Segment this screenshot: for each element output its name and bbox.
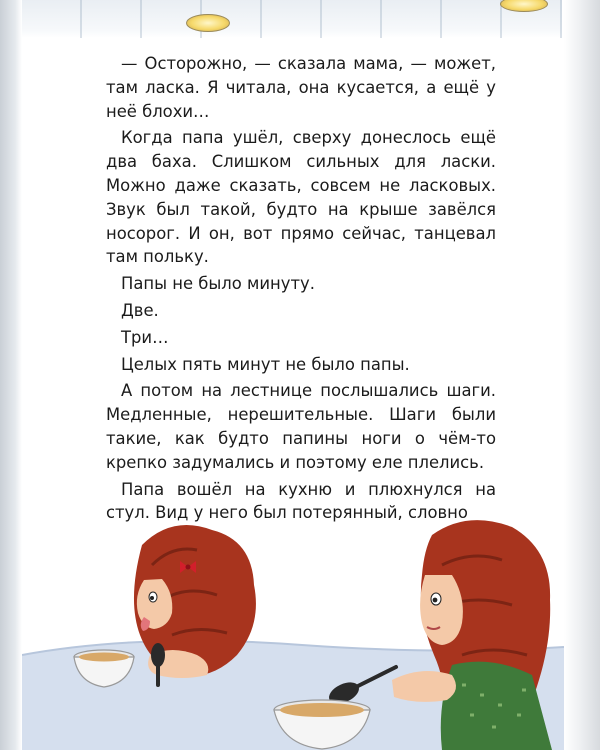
story-paragraph: Когда папа ушёл, сверху донеслось ещё два баха. Слишком сильных для ласки. Можно даже сказать, совсем не ласковых. Звук был такой, будто на крыше завёлся носорог. И он, вот прямо сейчас, танцевал там польку. — [106, 128, 496, 267]
kitchen-illustration — [22, 505, 564, 750]
story-paragraph: Папы не было минуту. — [121, 274, 315, 294]
ceiling-lamp-icon — [186, 14, 230, 32]
page-left-edge — [0, 0, 22, 750]
story-paragraph: Две. — [121, 300, 159, 320]
story-paragraph: А потом на лестнице послышались шаги. Медленные, нерешительные. Шаги были такие, как будто папины ноги о чём-то крепко задумались и поэтому еле плелись. — [106, 381, 496, 472]
page-right-edge — [564, 0, 600, 750]
story-paragraph: — Осторожно, — сказала мама, — может, там ласка. Я читала, она кусается, а ещё у неё блохи… — [106, 54, 496, 121]
story-paragraph: Три… — [121, 327, 169, 347]
ceiling-illustration — [22, 0, 562, 38]
story-paragraph: Целых пять минут не было папы. — [121, 354, 410, 374]
story-paragraph: Папа вошёл на кухню и плюхнулся на стул. Вид у него был потерянный, словно — [106, 479, 496, 523]
ceiling-lamp-icon — [500, 0, 548, 12]
mother-face — [420, 575, 463, 645]
story-text — [106, 52, 496, 528]
